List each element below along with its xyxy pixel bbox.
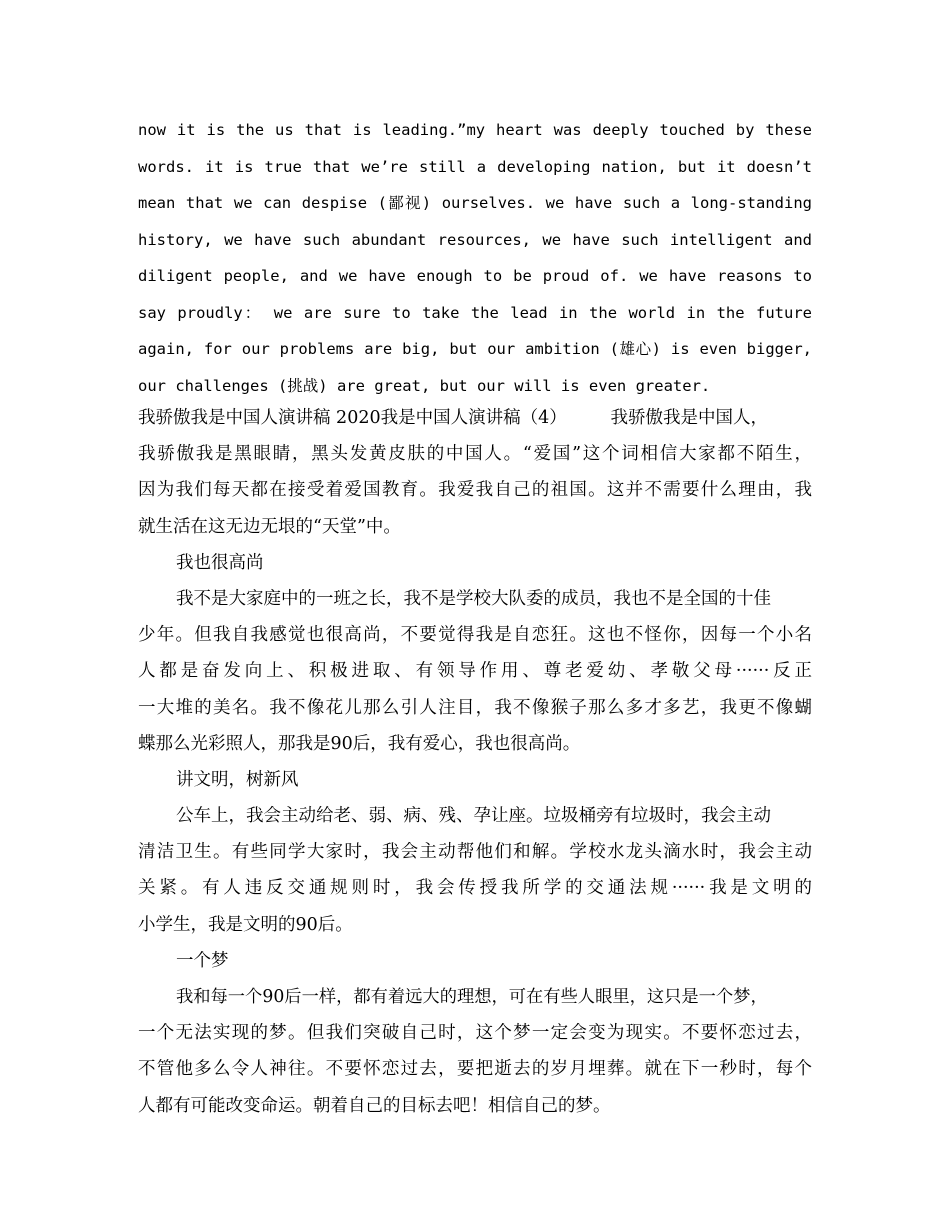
english-paragraph [138, 112, 812, 404]
text-line: 少年。但我自我感觉也很高尚，不要觉得我是自恋狂。这也不怪你，因每一个小名 [138, 625, 812, 646]
text-line: 人都是奋发向上、积极进取、有领导作用、尊老爱幼、孝敬父母······反正 [138, 661, 812, 682]
text-line: 关紧。有人违反交通规则时，我会传授我所学的交通法规······我是文明的 [138, 878, 812, 899]
text-line: 因为我们每天都在接受着爱国教育。我爱我自己的祖国。这并不需要什么理由，我 [138, 480, 812, 501]
text-line: mean that we can despise (鄙视) ourselves. we have such a long-standing [138, 194, 812, 212]
text-line: now it is the us that is leading.”my heart was deeply touched by these [138, 121, 812, 139]
chinese-speech [138, 400, 812, 1124]
text-line: 一大堆的美名。我不像花儿那么引人注目，我不像猴子那么多才多艺，我更不像蝴 [138, 697, 812, 718]
text-line: words. it is true that we’re still a developing nation, but it doesn’t [138, 157, 812, 176]
document-body [138, 112, 812, 1124]
text-line: 就生活在这无边无垠的“天堂”中。 [138, 516, 401, 537]
text-line: 清洁卫生。有些同学大家时，我会主动帮他们和解。学校水龙头滴水时，我会主动 [138, 842, 812, 863]
text-line: again, for our problems are big, but our ambition (雄心) is even bigger, [138, 340, 812, 358]
text-line: 我骄傲我是黑眼睛，黑头发黄皮肤的中国人。“爱国”这个词相信大家都不陌生， [138, 444, 812, 465]
text-line: 公车上，我会主动给老、弱、病、残、孕让座。垃圾桶旁有垃圾时，我会主动 [176, 806, 771, 827]
speech-title-line: 我骄傲我是中国人演讲稿 2020我是中国人演讲稿（4） 我骄傲我是中国人， [138, 408, 768, 428]
text-line: history, we have such abundant resources, we have such intelligent and [138, 230, 812, 249]
text-line: 我和每一个90后一样，都有着远大的理想，可在有些人眼里，这只是一个梦， [176, 987, 768, 1007]
text-line: 一个无法实现的梦。但我们突破自己时，这个梦一定会变为现实。不要怀恋过去， [138, 1023, 812, 1044]
section-heading: 讲文明，树新风 [176, 769, 299, 790]
text-line: 小学生，我是文明的90后。 [138, 914, 353, 935]
text-line: say proudly： we are sure to take the lead in the world in the future [138, 303, 812, 322]
text-line: 我不是大家庭中的一班之长，我不是学校大队委的成员，我也不是全国的十佳 [176, 588, 771, 609]
section-heading: 我也很高尚 [176, 552, 264, 573]
text-line: 蝶那么光彩照人，那我是90后，我有爱心，我也很高尚。 [138, 733, 581, 754]
section-heading: 一个梦 [176, 950, 229, 971]
text-line: 不管他多么令人神往。不要怀恋过去，要把逝去的岁月埋葬。就在下一秒时，每个 [138, 1059, 812, 1080]
text-line: 人都有可能改变命运。朝着自己的目标去吧！相信自己的梦。 [138, 1095, 611, 1116]
text-line: diligent people, and we have enough to be proud of. we have reasons to [138, 267, 812, 285]
text-line: our challenges (挑战) are great, but our will is even greater. [138, 376, 711, 395]
